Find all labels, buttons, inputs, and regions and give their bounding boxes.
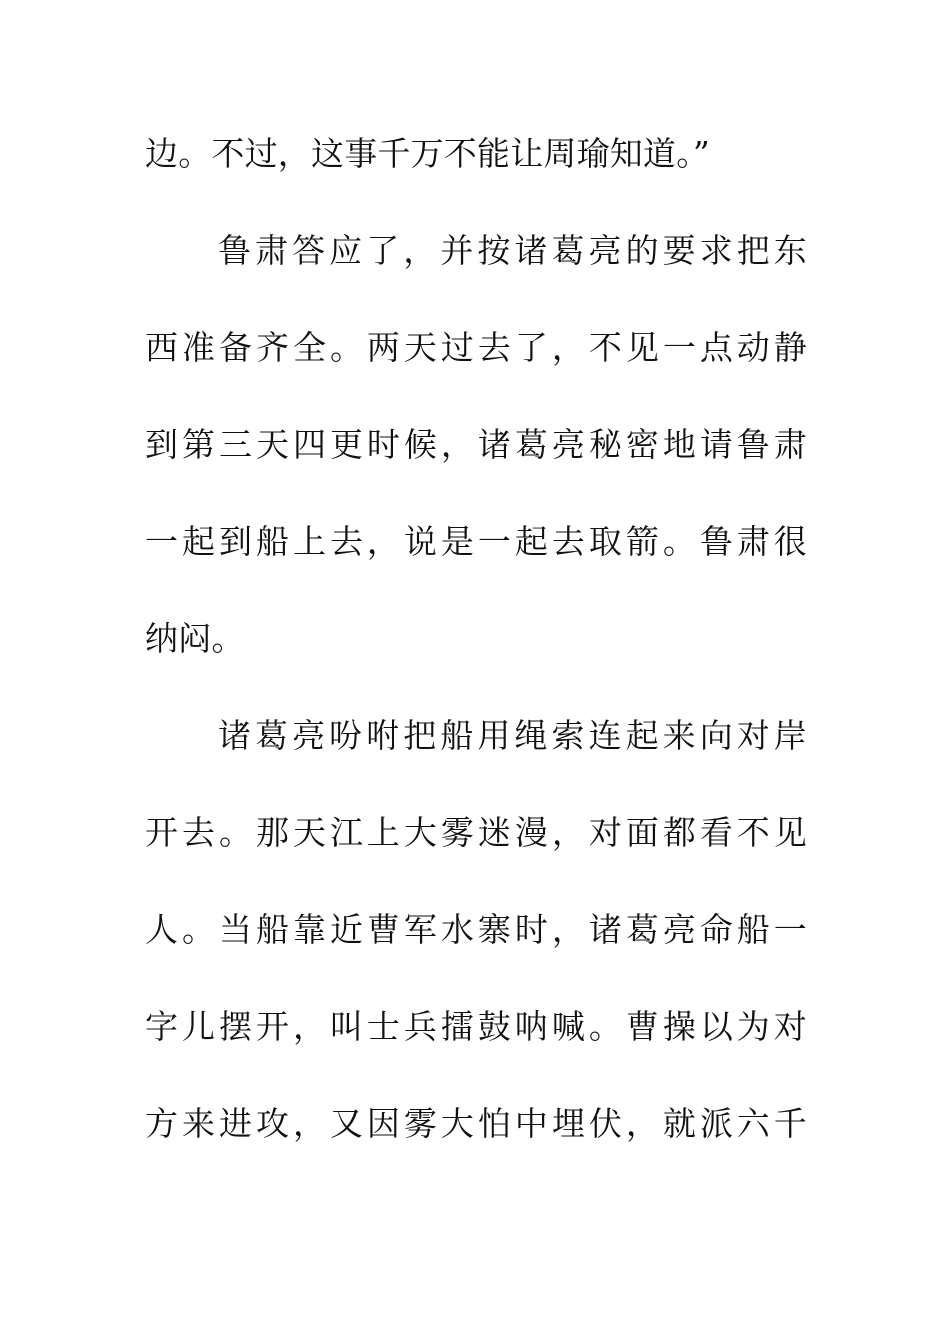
text-line: 方来进攻，又因雾大怕中埋伏，就派六千 (145, 1104, 807, 1143)
paragraph-start-line: 诸葛亮吩咐把船用绳索连起来向对岸 (218, 716, 807, 755)
text-line: 字儿摆开，叫士兵擂鼓呐喊。曹操以为对 (145, 1007, 807, 1046)
text-line: 纳闷。 (145, 619, 245, 658)
text-line: 西准备齐全。两天过去了，不见一点动静 (145, 328, 807, 367)
text-line: 到第三天四更时候，诸葛亮秘密地请鲁肃 (145, 425, 807, 464)
text-line: 边。不过，这事千万不能让周瑜知道。” (145, 134, 710, 173)
text-line: 人。当船靠近曹军水寨时，诸葛亮命船一 (145, 910, 807, 949)
text-line: 一起到船上去，说是一起去取箭。鲁肃很 (145, 522, 807, 561)
paragraph-start-line: 鲁肃答应了，并按诸葛亮的要求把东 (218, 231, 807, 270)
text-line: 开去。那天江上大雾迷漫，对面都看不见 (145, 813, 807, 852)
story-text (145, 124, 807, 1191)
